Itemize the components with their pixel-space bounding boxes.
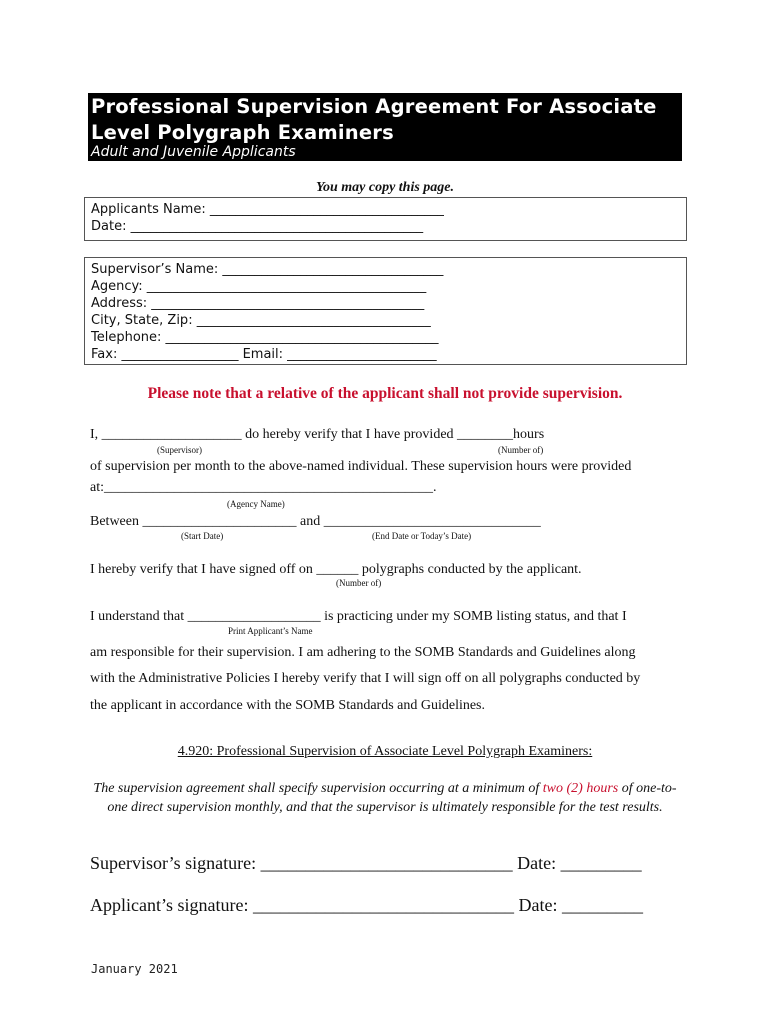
form-title bbox=[91, 94, 657, 146]
responsible-line: am responsible for their supervision. I am adhering to the SOMB Standards and Guidelines along bbox=[90, 645, 636, 660]
supervisor-name-field[interactable]: Supervisor’s Name: __________________________________ bbox=[91, 262, 444, 277]
footer-date: January 2021 bbox=[91, 962, 178, 976]
address-field[interactable]: Address: __________________________________________ bbox=[91, 296, 425, 311]
caption-start-date: (Start Date) bbox=[181, 531, 224, 541]
understand-line[interactable]: I understand that ___________________ is practicing under my SOMB listing status, and that I bbox=[90, 609, 627, 624]
signed-off-line[interactable]: I hereby verify that I have signed off on ______ polygraphs conducted by the applicant. bbox=[90, 562, 582, 577]
city-state-zip-field[interactable]: City, State, Zip: ____________________________________ bbox=[91, 313, 431, 328]
caption-number-of-hours: (Number of) bbox=[498, 445, 544, 455]
statement-line-1[interactable]: I, ____________________ do hereby verify that I have provided ________hours bbox=[90, 427, 545, 442]
form-title-line-1: Professional Supervision Agreement For Associate bbox=[91, 95, 657, 118]
section-title: 4.920: Professional Supervision of Associate Level Polygraph Examiners: bbox=[177, 744, 593, 759]
section-text-highlight: two (2) hours bbox=[542, 781, 619, 796]
applicant-name-field[interactable]: Applicants Name: ____________________________________ bbox=[91, 202, 444, 217]
supervisor-info-box bbox=[84, 257, 687, 365]
form-subtitle: Adult and Juvenile Applicants bbox=[91, 144, 296, 160]
policies-line: with the Administrative Policies I hereby verify that I will sign off on all polygraphs conducted by bbox=[90, 671, 641, 686]
statement-line-2: of supervision per month to the above-named individual. These supervision hours were provided bbox=[90, 459, 632, 474]
form-title-line-2: Level Polygraph Examiners bbox=[91, 121, 394, 144]
section-paragraph bbox=[90, 779, 680, 817]
copy-note: You may copy this page. bbox=[315, 180, 455, 195]
caption-number-of-polygraphs: (Number of) bbox=[336, 578, 382, 588]
accordance-line: the applicant in accordance with the SOMB Standards and Guidelines. bbox=[90, 698, 486, 713]
section-text-after: of one-to-one direct supervision monthly, and that the supervisor is ultimately responsible for the test results. bbox=[107, 781, 677, 815]
caption-supervisor: (Supervisor) bbox=[157, 445, 202, 455]
caption-print-applicant-name: Print Applicant’s Name bbox=[228, 626, 313, 636]
statement-line-3[interactable]: at:_______________________________________________. bbox=[90, 480, 437, 495]
caption-end-date: (End Date or Today’s Date) bbox=[372, 531, 472, 541]
supervisor-signature-line[interactable]: Supervisor’s signature: ____________________________ Date: _________ bbox=[90, 853, 642, 873]
header-banner bbox=[88, 93, 682, 161]
between-dates-line[interactable]: Between ______________________ and _______________________________ bbox=[90, 514, 541, 529]
agency-field[interactable]: Agency: ___________________________________________ bbox=[91, 279, 427, 294]
telephone-field[interactable]: Telephone: __________________________________________ bbox=[91, 330, 439, 345]
caption-agency-name: (Agency Name) bbox=[227, 499, 285, 509]
applicant-info-box bbox=[84, 197, 687, 241]
applicant-date-field[interactable]: Date: _____________________________________________ bbox=[91, 219, 424, 234]
relative-warning: Please note that a relative of the applicant shall not provide supervision. bbox=[147, 385, 623, 402]
fax-email-field[interactable]: Fax: __________________ Email: _______________________ bbox=[91, 347, 437, 362]
section-text-before: The supervision agreement shall specify supervision occurring at a minimum of bbox=[93, 781, 543, 796]
applicant-signature-line[interactable]: Applicant’s signature: _____________________________ Date: _________ bbox=[90, 895, 643, 915]
